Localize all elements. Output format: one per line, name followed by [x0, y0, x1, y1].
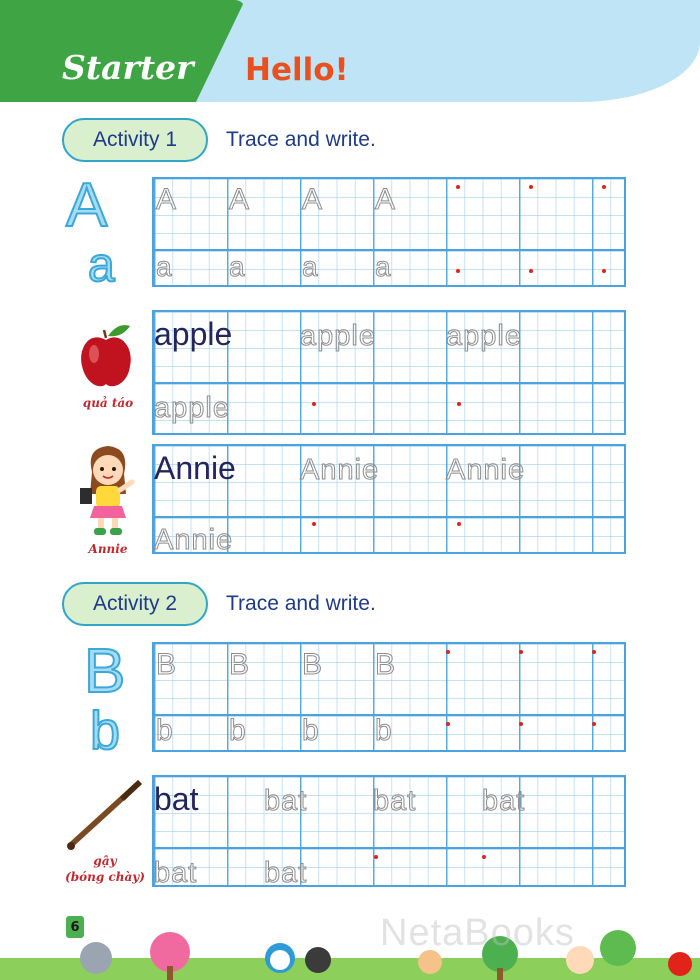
start-dot [519, 650, 523, 654]
trace-bat: bat [264, 785, 308, 817]
trace-a: a [156, 251, 173, 282]
start-dot [456, 269, 460, 273]
trace-apple: apple [446, 320, 522, 352]
bat-illustration [64, 776, 144, 852]
start-dot [446, 722, 450, 726]
annie-illustration [76, 442, 138, 538]
annie-caption: Annie [88, 542, 128, 556]
trace-B: B [229, 648, 251, 681]
start-dot [592, 722, 596, 726]
start-dot [312, 522, 316, 526]
section-title: Starter [62, 48, 194, 87]
trace-a: a [302, 251, 319, 282]
trace-annie: Annie [154, 524, 234, 556]
start-dot [457, 522, 461, 526]
trace-grid-bat [152, 775, 626, 887]
trace-A: A [375, 183, 397, 216]
trace-grid-annie [152, 444, 626, 554]
model-letter-B: B [84, 637, 126, 706]
trace-b: b [302, 714, 320, 747]
model-letter-b: b [90, 701, 121, 761]
grid-baseline [154, 516, 624, 518]
start-dot [519, 722, 523, 726]
model-letter-a: a [88, 239, 115, 292]
page-number: 6 [64, 914, 86, 940]
start-dot [602, 269, 606, 273]
trace-A: A [229, 183, 251, 216]
start-dot [312, 402, 316, 406]
start-dot [482, 855, 486, 859]
start-dot [529, 185, 533, 189]
trace-grid-letter-a [152, 177, 626, 287]
start-dot [374, 855, 378, 859]
trace-b: b [375, 714, 393, 747]
start-dot [602, 185, 606, 189]
page-title: Hello! [245, 52, 349, 88]
model-word-annie: Annie [154, 450, 236, 486]
trace-a: a [229, 251, 246, 282]
trace-bat: bat [482, 785, 526, 817]
trace-grid-letter-b [152, 642, 626, 752]
activity-2-badge: Activity 2 [62, 582, 208, 626]
apple-caption: quả táo [82, 396, 134, 410]
footer-illustration [0, 920, 700, 980]
trace-a: a [375, 251, 392, 282]
model-word-apple: apple [154, 316, 233, 352]
trace-apple: apple [300, 320, 376, 352]
grid-baseline [154, 847, 624, 849]
start-dot [529, 269, 533, 273]
trace-bat: bat [264, 857, 308, 889]
bat-caption-line2: (bóng chày) [65, 870, 145, 884]
trace-A: A [156, 183, 178, 216]
activity-1-instruction: Trace and write. [226, 128, 376, 151]
activity-2-instruction: Trace and write. [226, 592, 376, 615]
trace-bat: bat [154, 857, 198, 889]
start-dot [457, 402, 461, 406]
start-dot [446, 650, 450, 654]
trace-b: b [229, 714, 247, 747]
start-dot [592, 650, 596, 654]
trace-apple: apple [154, 392, 230, 424]
bat-caption-line1: gậy [93, 854, 117, 868]
apple-illustration [78, 320, 134, 390]
start-dot [456, 185, 460, 189]
trace-B: B [375, 648, 397, 681]
trace-A: A [302, 183, 324, 216]
trace-B: B [302, 648, 324, 681]
activity-1-badge: Activity 1 [62, 118, 208, 162]
trace-annie: Annie [446, 454, 526, 486]
trace-B: B [156, 648, 178, 681]
model-word-bat: bat [154, 781, 199, 817]
grid-baseline [154, 382, 624, 384]
trace-bat: bat [373, 785, 417, 817]
watermark: NetaBooks [380, 912, 575, 954]
trace-annie: Annie [300, 454, 380, 486]
model-letter-A: A [66, 171, 108, 240]
trace-b: b [156, 714, 174, 747]
trace-grid-apple [152, 310, 626, 435]
